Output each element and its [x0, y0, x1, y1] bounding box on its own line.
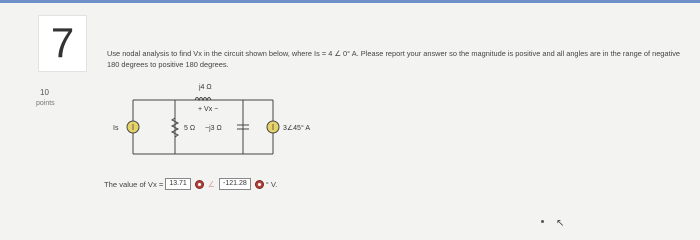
- source-label: Is: [113, 125, 119, 132]
- answer-prompt: The value of Vx =: [104, 179, 164, 189]
- answer-row: [104, 178, 277, 190]
- points-label: points: [36, 100, 55, 107]
- source2-label: 3∠45° A: [283, 125, 310, 132]
- incorrect-status-icon: [195, 180, 204, 189]
- top-accent-bar: [0, 0, 700, 3]
- capacitor-label: −j3 Ω: [205, 125, 222, 132]
- decorative-dot: [541, 220, 544, 223]
- question-number: 7: [50, 19, 75, 66]
- inductor-label: j4 Ω: [199, 84, 212, 91]
- answer-unit: ° V.: [265, 179, 278, 189]
- angle-input[interactable]: -121.28: [219, 178, 251, 190]
- question-text: Use nodal analysis to find Vx in the circuit shown below, where Is = 4 ∠ 0° A. Please report your answer so the magnitude is positive and all angles are in the range of negative 180 degrees to positive 180 degrees.: [107, 49, 681, 69]
- circuit-diagram: [105, 78, 345, 158]
- magnitude-input[interactable]: 13.71: [165, 178, 191, 190]
- vx-label: + Vx −: [198, 106, 219, 113]
- mouse-cursor-icon: ↖: [556, 218, 565, 229]
- angle-icon: ∠: [207, 179, 216, 189]
- points-value: 10: [40, 88, 49, 97]
- incorrect-status-icon: [255, 180, 264, 189]
- question-number-box: [38, 15, 87, 72]
- resistor-label: 5 Ω: [184, 125, 196, 132]
